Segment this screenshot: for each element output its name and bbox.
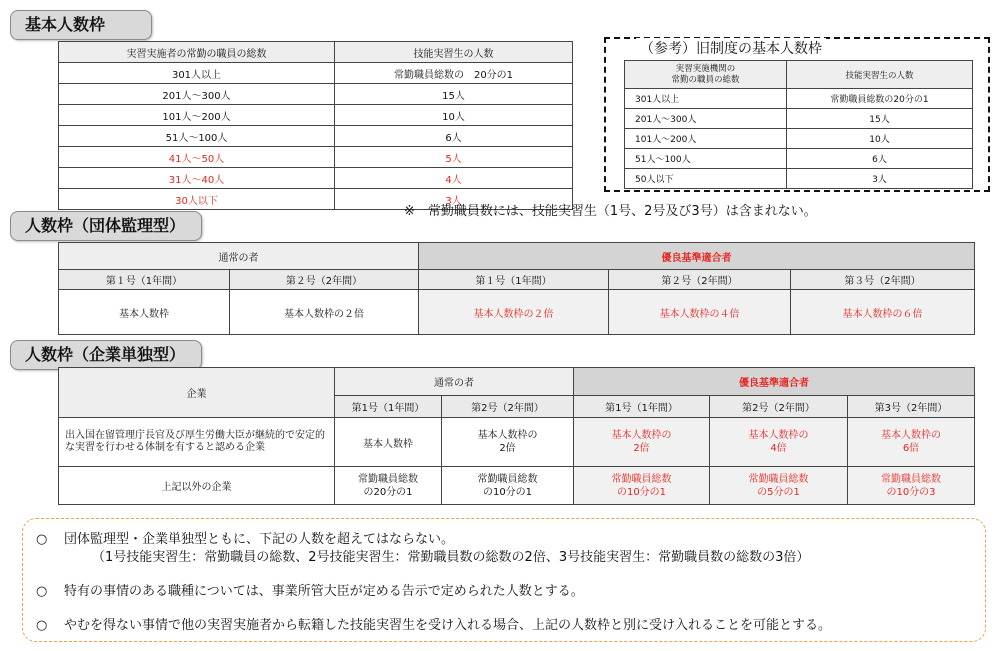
note-text: ※ 常勤職員数には、技能実習生（1号、2号及び3号）は含まれない。 [404,204,817,219]
ref-header-employees: 実習実施機関の 常勤の職員の総数 [625,61,787,89]
ref-row-employees: 301人以上 [625,89,787,109]
group-col-header: 第１号（1年間） [419,270,609,290]
basic-header-employees: 実習実施者の常勤の職員の総数 [59,42,335,63]
basic-row-trainees: 3人 [335,189,573,210]
ref-row-trainees: 3人 [787,169,973,189]
basic-row-trainees: 4人 [335,168,573,189]
corp-cell: 常勤職員総数 の10分の3 [848,467,975,505]
corp-row2-label: 上記以外の企業 [59,467,335,505]
group-col-header: 第１号（1年間） [59,270,230,290]
corp-cell: 基本人数枠の 4倍 [710,418,848,467]
group-cell: 基本人数枠の４倍 [609,290,791,335]
corp-cell: 基本人数枠 [335,418,442,467]
corp-col-header: 第1号（1年間） [335,396,442,418]
section-title-corp: 人数枠（企業単独型） [10,340,202,370]
group-col-header: 第３号（2年間） [791,270,975,290]
ref-row-employees: 51人～100人 [625,149,787,169]
bullet-1-sub: （1号技能実習生：常勤職員の総数、2号技能実習生：常勤職員数の総数の2倍、3号技能実習生：常勤職員数の総数の3倍） [92,550,810,565]
bullet-3-text: やむを得ない事情で他の実習実施者から転籍した技能実習生を受け入れる場合、上記の人数枠と別に受け入れることを可能とする。 [64,618,832,633]
corp-col-header: 第2号（2年間） [442,396,574,418]
corp-row1-label: 出入国在留管理庁長官及び厚生労働大臣が継続的で安定的な実習を行わせる体制を有すると認める企業 [59,418,335,467]
basic-row-trainees: 常勤職員総数の 20分の1 [335,63,573,84]
basic-quota-table [58,41,573,210]
ref-header-trainees: 技能実習生の人数 [787,61,973,89]
bullet-mark: ○ [36,584,48,599]
corp-cell: 基本人数枠の 2倍 [442,418,574,467]
corp-cell: 基本人数枠の 2倍 [574,418,710,467]
bullet-mark: ○ [36,532,48,547]
basic-row-trainees: 5人 [335,147,573,168]
ref-row-employees: 101人～200人 [625,129,787,149]
reference-title: （参考）旧制度の基本人数枠 [636,38,826,58]
basic-row-employees: 201人～300人 [59,84,335,105]
corp-cell: 常勤職員総数 の20分の1 [335,467,442,505]
group-header-excellent: 優良基準適合者 [419,243,975,270]
group-cell: 基本人数枠の６倍 [791,290,975,335]
basic-header-trainees: 技能実習生の人数 [335,42,573,63]
basic-row-employees: 101人～200人 [59,105,335,126]
corp-header-excellent: 優良基準適合者 [574,368,975,396]
group-col-header: 第２号（2年間） [230,270,419,290]
ref-row-trainees: 15人 [787,109,973,129]
basic-row-employees: 51人～100人 [59,126,335,147]
ref-row-trainees: 常勤職員総数の20分の1 [787,89,973,109]
corp-cell: 常勤職員総数 の10分の1 [442,467,574,505]
section-title-group: 人数枠（団体監理型） [10,211,202,241]
corp-col-header: 第3号（2年間） [848,396,975,418]
bullet-1 [36,528,454,547]
corp-header-company: 企業 [59,368,335,418]
corp-quota-table [58,367,975,505]
basic-row-trainees: 6人 [335,126,573,147]
ref-row-employees: 201人～300人 [625,109,787,129]
group-col-header: 第２号（2年間） [609,270,791,290]
ref-row-trainees: 10人 [787,129,973,149]
bullet-mark: ○ [36,618,48,633]
basic-row-trainees: 10人 [335,105,573,126]
basic-row-employees: 31人～40人 [59,168,335,189]
corp-cell: 常勤職員総数 の10分の1 [574,467,710,505]
bullet-2 [36,580,584,599]
basic-row-trainees: 15人 [335,84,573,105]
reference-quota-table [624,60,973,189]
section-title-basic: 基本人数枠 [10,10,152,40]
bullet-1-text: 団体監理型・企業単独型ともに、下記の人数を超えてはならない。 [64,532,455,547]
group-quota-table [58,242,975,335]
group-cell: 基本人数枠の２倍 [419,290,609,335]
basic-row-employees: 301人以上 [59,63,335,84]
corp-header-normal: 通常の者 [335,368,574,396]
group-cell: 基本人数枠 [59,290,230,335]
corp-cell: 常勤職員総数 の5分の1 [710,467,848,505]
ref-row-employees: 50人以下 [625,169,787,189]
group-cell: 基本人数枠の２倍 [230,290,419,335]
ref-row-trainees: 6人 [787,149,973,169]
group-header-normal: 通常の者 [59,243,419,270]
corp-col-header: 第2号（2年間） [710,396,848,418]
basic-row-employees: 41人～50人 [59,147,335,168]
corp-cell: 基本人数枠の 6倍 [848,418,975,467]
basic-row-employees: 30人以下 [59,189,335,210]
bullet-2-text: 特有の事情のある職種については、事業所管大臣が定める告示で定められた人数とする。 [64,584,584,599]
bullet-3 [36,614,831,633]
corp-col-header: 第1号（1年間） [574,396,710,418]
